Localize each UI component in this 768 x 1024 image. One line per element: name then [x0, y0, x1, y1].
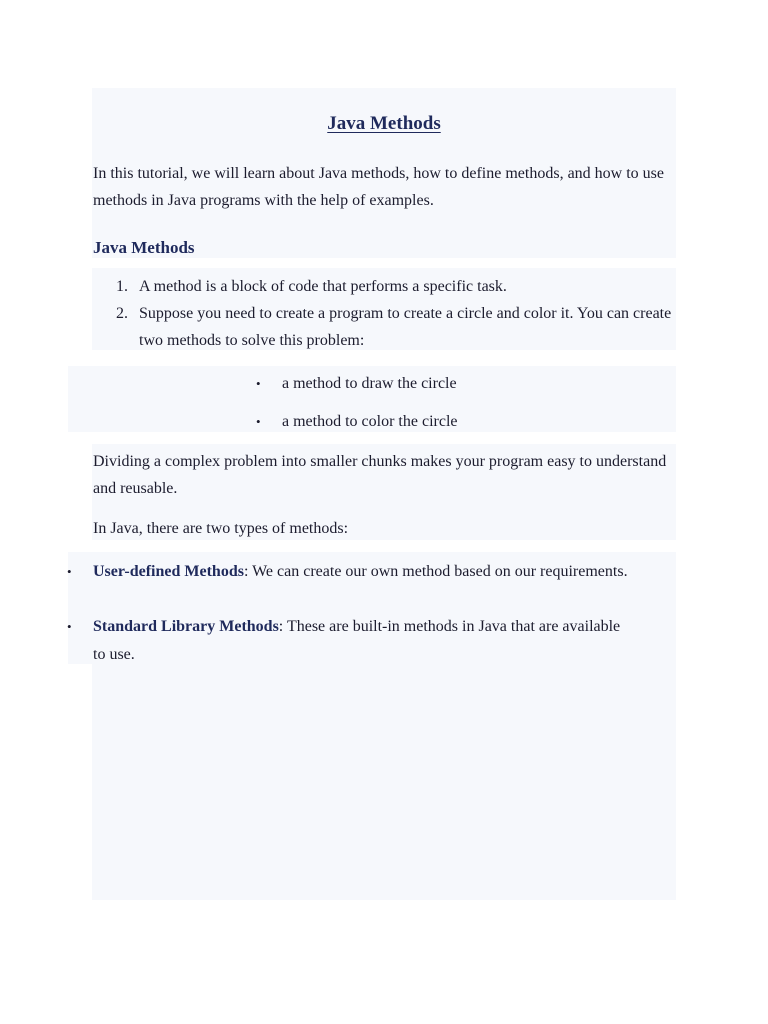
sub-bullet-text: a method to draw the circle: [282, 375, 457, 392]
method-type-term: User-defined Methods: [93, 563, 244, 580]
bullet-icon: •: [256, 414, 261, 429]
method-type-body: [93, 558, 633, 586]
method-type-body: [93, 613, 633, 669]
list-item-text: A method is a block of code that performs a specific task.: [139, 278, 507, 295]
bullet-icon: •: [67, 564, 72, 579]
method-type-term: Standard Library Methods: [93, 618, 279, 635]
document-title: Java Methods: [327, 113, 441, 134]
list-number: 1.: [116, 278, 128, 295]
types-paragraph: In Java, there are two types of methods:: [93, 520, 349, 537]
method-type-description: : These are built-in methods in Java that are available to use.: [93, 618, 621, 663]
method-type-description: : We can create our own method based on our requirements.: [243, 563, 628, 580]
list-item-text: Suppose you need to create a program to create a circle and color it. You can create two methods to solve this problem:: [139, 305, 672, 349]
dividing-paragraph: Dividing a complex problem into smaller chunks makes your program easy to understand and reusable.: [93, 453, 667, 497]
list-number: 2.: [116, 305, 128, 322]
section-heading: Java Methods: [93, 238, 195, 257]
sub-bullet-text: a method to color the circle: [282, 413, 458, 430]
bullet-icon: •: [67, 619, 72, 634]
bullet-icon: •: [256, 376, 261, 391]
intro-paragraph: In this tutorial, we will learn about Java methods, how to define methods, and how to use methods in Java programs with the help of examples.: [93, 165, 664, 209]
